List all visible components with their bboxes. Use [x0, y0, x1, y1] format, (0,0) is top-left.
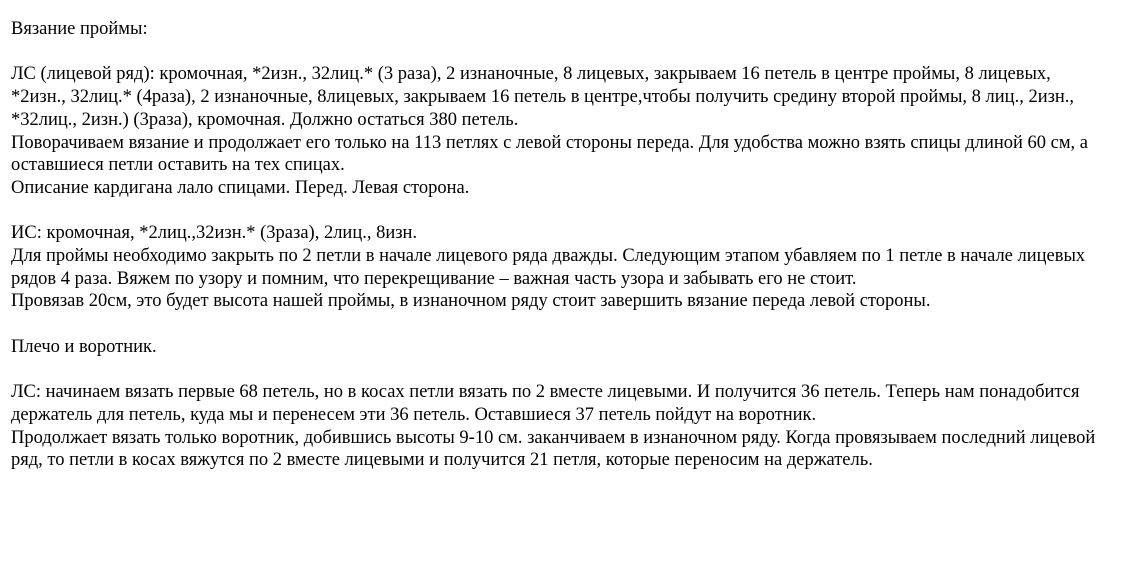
- paragraph-gap: [11, 200, 1106, 223]
- section-heading-shoulder: Плечо и воротник.: [11, 336, 157, 357]
- paragraph-wrong-side: ИС: кромочная, *2лиц.,32изн.* (3раза), 2лиц., 8изн.: [11, 223, 418, 244]
- paragraph-gap: [11, 313, 1106, 336]
- paragraph-front-row: ЛС (лицевой ряд): кромочная, *2изн., 32лиц.* (3 раза), 2 изнаночные, 8 лицевых, закрываем 16 петель в центре проймы, 8 лицевых, *2изн., 32лиц.* (4раза), 2 изнаночные, 8лицевых, закрываем 16 петель в центре,чтобы получить средину второй проймы, 8 лиц., 2изн., *32лиц., 2изн.) (3раза), кромочная. Должно остаться 380 петель.: [11, 64, 1075, 130]
- paragraph-armhole-height: Провязав 20см, это будет высота нашей проймы, в изнаночном ряду стоит завершить вязание переда левой стороны.: [11, 291, 931, 312]
- paragraph-armhole-decrease: Для проймы необходимо закрыть по 2 петли в начале лицевого ряда дважды. Следующим этапом убавляем по 1 петле в начале лицевых рядов 4 раза. Вяжем по узору и помним, что перекрещивание – важная часть узора и забывать его не стоит.: [11, 246, 1086, 289]
- paragraph-gap: [11, 359, 1106, 382]
- paragraph-collar: Продолжает вязать только воротник, добившись высоты 9-10 см. заканчиваем в изнаночном ряду. Когда провязываем последний лицевой ряд, то петли в косах вяжутся по 2 вместе лицевыми и получится 21 петля, которые переносим на держатель.: [11, 427, 1096, 471]
- paragraph-gap: [11, 41, 1106, 64]
- paragraph-description-title: Описание кардигана лало спицами. Перед. Левая сторона.: [11, 177, 470, 198]
- section-heading-armhole: Вязание проймы:: [11, 19, 148, 39]
- paragraph-turn-work: Поворачиваем вязание и продолжает его только на 113 петлях с левой стороны переда. Для удобства можно взять спицы длиной 60 см, а оставшиеся петли оставить на тех спицах.: [11, 132, 1089, 176]
- paragraph-shoulder-right-side: ЛС: начинаем вязать первые 68 петель, но в косах петли вязать по 2 вместе лицевыми. И получится 36 петель. Теперь нам понадобится держатель для петель, куда мы и перенесем эти 36 петель. Оставшиеся 37 петель пойдут на воротник.: [11, 382, 1080, 425]
- document-body: [11, 18, 1106, 472]
